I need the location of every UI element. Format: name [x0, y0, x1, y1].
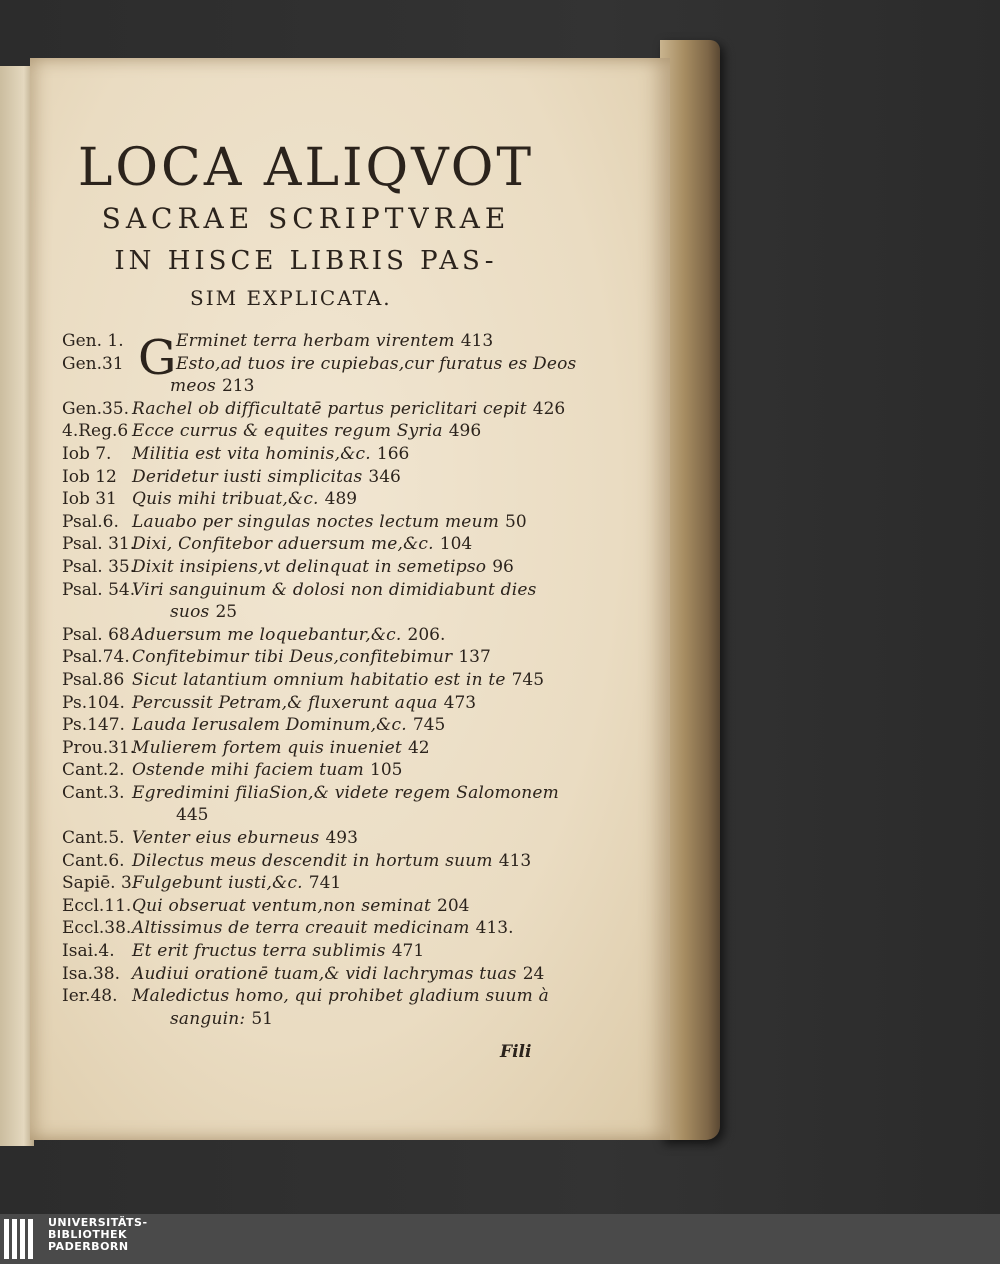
entry-text: Deridetur iusti simplicitas [132, 466, 363, 487]
entry-text: Percussit Petram,& fluxerunt aqua [132, 692, 438, 713]
entry-reference: Ps.104. [62, 692, 125, 713]
entry-reference: Cant.6. [62, 850, 125, 871]
index-entry [62, 737, 582, 760]
entry-reference: Ier.48. [62, 986, 118, 1007]
entry-text: Confitebimur tibi Deus,confitebimur [132, 647, 453, 668]
entry-text: Venter eius eburneus [132, 828, 320, 849]
index-entry [62, 714, 582, 737]
index-entry [62, 985, 582, 1008]
index-entry [62, 533, 582, 556]
entry-page-number: 471 [391, 941, 425, 962]
entry-reference: Cant.5. [62, 828, 125, 849]
entry-page-number: 745 [511, 669, 545, 690]
entry-reference: Isai.4. [62, 941, 115, 962]
entry-text: Dixit insipiens,vt delinquat in semetipso [132, 556, 487, 577]
index-entry [62, 1008, 582, 1031]
library-logo-icon [4, 1219, 42, 1259]
index-entry [62, 466, 582, 489]
entry-reference: Gen.31 [62, 353, 124, 374]
entry-text: suos [170, 602, 210, 623]
entry-text: meos [170, 376, 216, 397]
index-entry [62, 917, 582, 940]
entry-reference: Gen.35. [62, 398, 130, 419]
entry-reference: Isa.38. [62, 963, 121, 984]
entry-reference: Eccl.11. [62, 895, 132, 916]
entry-page-number: 426 [532, 398, 566, 419]
facing-page-edge [0, 66, 34, 1146]
index-entry [62, 375, 582, 398]
scripture-index-list [62, 330, 582, 1030]
entry-reference: Ps.147. [62, 715, 125, 736]
entry-text: Egredimini filiaSion,& videte regem Salomonem [132, 782, 559, 803]
entry-text: Militia est vita hominis,&c. [132, 443, 371, 464]
index-entry [62, 872, 582, 895]
index-entry [62, 624, 582, 647]
entry-reference: 4.Reg.6 [62, 421, 129, 442]
entry-page-number: 50 [505, 511, 527, 532]
entry-text: Ostende mihi faciem tuam [132, 760, 365, 781]
index-entry [62, 420, 582, 443]
entry-text: Ecce currus & equites regum Syria [132, 421, 443, 442]
entry-page-number: 473 [443, 692, 477, 713]
entry-reference [62, 804, 170, 827]
entry-page-number: 413 [498, 850, 532, 871]
page-subheading-2: IN HISCE LIBRIS PAS- [114, 246, 498, 276]
index-entry [62, 398, 582, 421]
entry-page-number: 206. [407, 624, 446, 645]
entry-reference: Psal.6. [62, 511, 119, 532]
entry-reference: Psal. 68. [62, 624, 136, 645]
entry-reference: Psal.74. [62, 647, 130, 668]
entry-reference: Prou.31. [62, 737, 136, 758]
entry-page-number: 96 [492, 556, 514, 577]
entry-page-number: 413 [460, 331, 494, 351]
index-entry [62, 827, 582, 850]
entry-text: sanguin: [170, 1008, 246, 1029]
entry-reference: Eccl.38. [62, 918, 132, 939]
entry-page-number: 745 [412, 715, 446, 736]
entry-reference: Cant.3. [62, 782, 125, 803]
entry-reference: Cant.2. [62, 760, 125, 781]
decorated-initial: G [138, 330, 177, 386]
library-logo-text [48, 1217, 148, 1253]
page-heading: LOCA ALIQVOT [77, 138, 535, 198]
entry-reference: Iob 12 [62, 466, 117, 487]
entry-text: Qui obseruat ventum,non seminat [132, 895, 431, 916]
entry-text: Lauabo per singulas noctes lectum meum [132, 511, 500, 532]
entry-text: Erminet terra herbam virentem [176, 331, 455, 351]
entry-page-number: 445 [176, 805, 209, 826]
index-entry [62, 511, 582, 534]
index-entry [62, 940, 582, 963]
entry-page-number: 42 [407, 737, 430, 758]
entry-text: Sicut latantium omnium habitatio est in te [132, 669, 506, 690]
entry-page-number: 346 [368, 466, 401, 487]
entry-page-number: 496 [448, 421, 482, 442]
entry-page-number: 166 [376, 443, 410, 464]
index-entry [62, 601, 582, 624]
catchword: Fili [500, 1042, 532, 1062]
page-subheading: SACRAE SCRIPTVRAE [101, 202, 511, 235]
entry-text: Dilectus meus descendit in hortum suum [132, 850, 493, 871]
index-entry [62, 782, 582, 805]
entry-page-number: 51 [251, 1008, 273, 1029]
index-entry [62, 488, 582, 511]
entry-page-number: 24 [522, 963, 545, 984]
entry-reference [62, 1008, 170, 1031]
entry-page-number: 489 [324, 489, 358, 510]
entry-text: Et erit fructus terra sublimis [132, 941, 386, 962]
index-entry [62, 895, 582, 918]
entry-reference [62, 375, 170, 398]
index-entry [62, 963, 582, 986]
book-page [30, 58, 670, 1140]
index-entry [62, 692, 582, 715]
entry-reference: Sapiē. 3. [62, 873, 138, 894]
entry-text: Esto,ad tuos ire cupiebas,cur furatus es Deos [176, 353, 577, 374]
entry-reference: Psal. 31. [62, 534, 136, 555]
entry-text: Altissimus de terra creauit medicinam [132, 918, 470, 939]
entry-reference: Psal. 54. [62, 579, 136, 600]
entry-text: Fulgebunt iusti,&c. [132, 873, 303, 894]
entry-reference: Iob 7. [62, 443, 112, 464]
library-footer-bar [0, 1214, 1000, 1264]
entry-text: Quis mihi tribuat,&c. [132, 489, 319, 510]
entry-page-number: 741 [308, 873, 342, 894]
index-entry [62, 330, 582, 353]
index-entry [62, 759, 582, 782]
logo-line: BIBLIOTHEK [48, 1228, 128, 1241]
entry-reference: Iob 31 [62, 489, 117, 510]
index-entry [62, 443, 582, 466]
entry-reference: Gen. 1. [62, 331, 124, 351]
index-entry [62, 804, 582, 827]
logo-line: PADERBORN [48, 1240, 129, 1253]
entry-page-number: 493 [325, 828, 358, 849]
entry-reference: Psal.86 [62, 669, 125, 690]
index-entry [62, 353, 582, 376]
entry-text: Lauda Ierusalem Dominum,&c. [132, 715, 407, 736]
entry-text: Mulierem fortem quis inueniet [132, 737, 402, 758]
entry-page-number: 213 [221, 376, 255, 397]
entry-reference: Psal. 35. [62, 556, 136, 577]
entry-text: Viri sanguinum & dolosi non dimidiabunt dies [132, 579, 537, 600]
entry-text: Rachel ob difficultatē partus periclitari cepit [132, 398, 527, 419]
index-entry [62, 669, 582, 692]
logo-line: UNIVERSITÄTS- [48, 1216, 148, 1229]
entry-text: Maledictus homo, qui prohibet gladium suum à [132, 986, 549, 1007]
entry-page-number: 105 [370, 760, 403, 781]
entry-reference [62, 601, 170, 624]
index-entry [62, 556, 582, 579]
entry-text: Dixi, Confitebor aduersum me,&c. [132, 534, 434, 555]
entry-page-number: 104 [439, 534, 473, 555]
entry-text: Audiui orationē tuam,& vidi lachrymas tuas [132, 963, 517, 984]
entry-page-number: 25 [215, 602, 238, 623]
index-entry [62, 850, 582, 873]
entry-text: Aduersum me loquebantur,&c. [132, 624, 402, 645]
entry-page-number: 137 [458, 647, 491, 668]
entry-page-number: 413. [475, 918, 514, 939]
index-entry [62, 579, 582, 602]
entry-page-number: 204 [437, 895, 470, 916]
page-subheading-3: SIM EXPLICATA. [190, 286, 392, 310]
index-entry [62, 646, 582, 669]
